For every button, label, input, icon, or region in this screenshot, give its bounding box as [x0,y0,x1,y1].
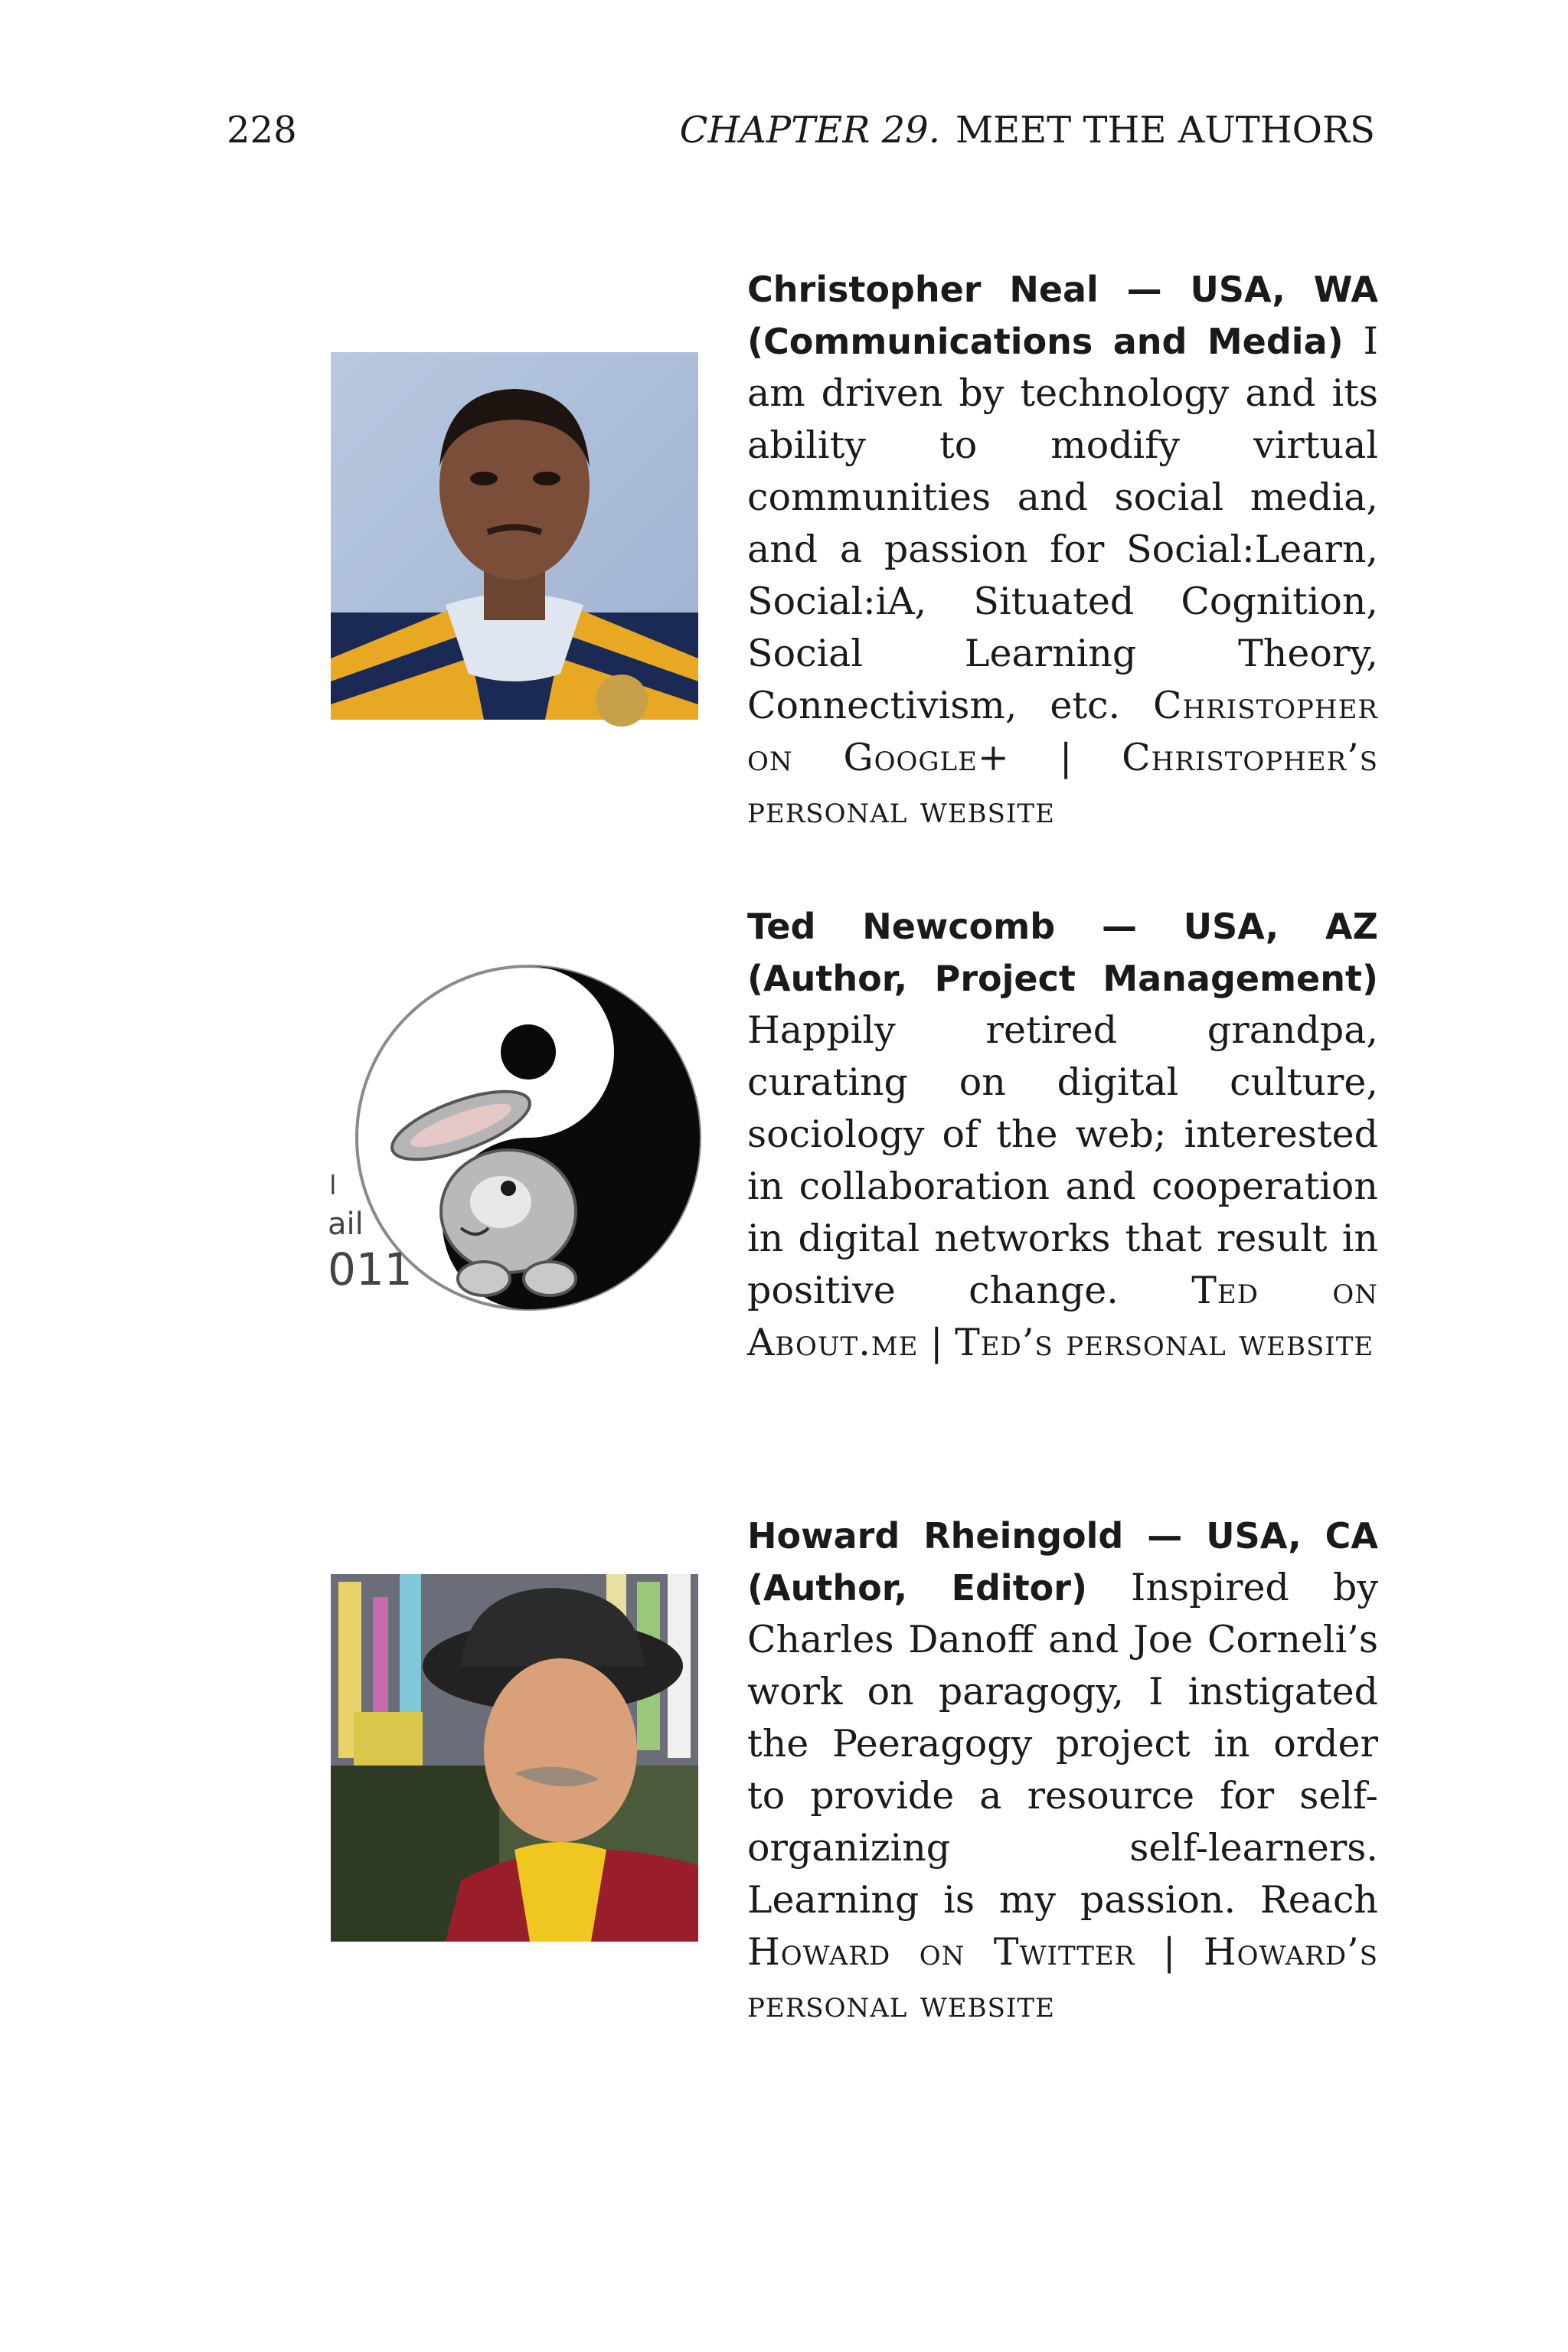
link-separator: | [1162,1930,1176,1974]
author-name: Ted Newcomb — USA, AZ (Author, Project Management) [747,906,1378,999]
photo-text-line-2: ail [328,1207,364,1242]
link-personal-website[interactable]: Howard’s personal website [747,1930,1379,2026]
portrait-image [331,352,698,720]
author-entry-christopher [331,263,1379,831]
link-personal-website[interactable]: Christopher’s personal website [747,736,1379,831]
bio-text: Inspired by Charles Danoff and Joe Corneli’s work on paragogy, I instigated the Peeragogy project in order to provide a resource for self-organizing self-learners. Learning is my passion. Reach [747,1566,1378,1922]
author-entry-ted [328,900,1378,1436]
author-entry-howard [331,1510,1378,2030]
author-bio-howard [747,1510,1378,2030]
portrait-image [331,1574,698,1942]
page-number: 228 [227,109,297,152]
chapter-label: CHAPTER 29. [679,109,940,152]
link-about-me[interactable]: Ted on About.me [747,1269,1378,1364]
author-photo-christopher [331,352,698,720]
bio-text: I am driven by technology and its ability to modify virtual communities and social media, and a passion for Social:Learn, Social:iA, Situated Cognition, Social Learning Theory, Connectivism, etc. [747,319,1378,727]
bio-text: Happily retired grandpa, curating on digital culture, sociology of the web; interested in collaboration and cooperation in digital networks that result in positive change. [747,1008,1378,1312]
link-twitter[interactable]: Howard on Twitter [747,1930,1135,1974]
author-name: Christopher Neal — USA, WA (Communications and Media) [747,269,1378,362]
link-personal-website[interactable]: Ted’s personal website [955,1321,1374,1364]
author-photo-ted [328,965,698,1332]
link-separator: | [930,1321,943,1364]
yin-yang-rabbit-image [328,965,698,1332]
author-photo-howard [331,1574,698,1942]
photo-text-line-3: 011 [328,1243,413,1295]
author-name: Howard Rheingold — USA, CA (Author, Editor) [747,1515,1378,1609]
author-bio-christopher [747,263,1378,836]
link-separator: | [1059,736,1073,779]
author-bio-ted [747,900,1378,1369]
chapter-heading [680,107,1375,153]
link-google-plus[interactable]: Christopher on Google+ [747,684,1378,779]
running-head [227,107,1375,153]
chapter-title: MEET THE AUTHORS [955,109,1375,152]
photo-text-line-1: l [329,1171,337,1201]
